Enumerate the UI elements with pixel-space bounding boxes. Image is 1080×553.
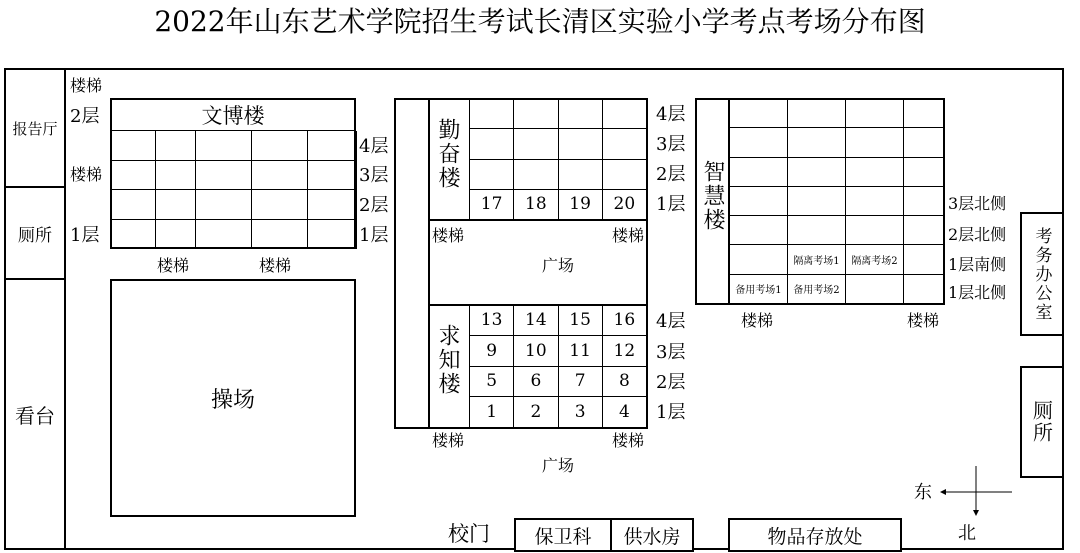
report-hall xyxy=(4,68,66,188)
water-room-label: 供水房 xyxy=(623,525,681,548)
playground-label: 操场 xyxy=(210,387,255,413)
qiuzhi-rooms xyxy=(469,305,647,428)
exam-room: 15 xyxy=(559,305,603,336)
exam-room: 11 xyxy=(559,336,603,367)
zhihui-room xyxy=(730,216,788,245)
wenbo-room xyxy=(111,220,156,250)
exam-room: 9 xyxy=(470,336,514,367)
wenbo-room xyxy=(111,161,156,191)
isolation-room: 隔离考场1 xyxy=(788,245,846,274)
wenbo-room xyxy=(196,131,252,161)
zhihui-room xyxy=(788,216,846,245)
wenbo-room xyxy=(252,131,308,161)
compass-north: 北 xyxy=(958,523,976,544)
zhihui-room xyxy=(846,275,904,304)
stand xyxy=(4,278,66,550)
plaza-inner-label: 广场 xyxy=(542,256,575,275)
wenbo-room xyxy=(308,131,357,161)
wenbo-stairs-bottom-left: 楼梯 xyxy=(157,256,190,275)
zhihui-room xyxy=(788,158,846,187)
zhihui-room xyxy=(846,187,904,216)
playground xyxy=(110,279,356,517)
qinfen-room xyxy=(559,99,603,129)
wenbo-room xyxy=(308,190,357,220)
right-toilet xyxy=(1020,366,1064,478)
compass-east: 东 xyxy=(914,482,932,503)
wenbo-room xyxy=(111,190,156,220)
wenbo-stairs-bottom-right: 楼梯 xyxy=(259,256,292,275)
backup-room: 备用考场2 xyxy=(788,275,846,304)
wenbo-room xyxy=(308,161,357,191)
qinfen-room xyxy=(470,160,514,190)
school-gate: 校门 xyxy=(448,522,490,546)
middle-stairs-bottom-right: 楼梯 xyxy=(612,431,645,450)
corridor-divider xyxy=(428,98,430,429)
zhihui-room xyxy=(904,99,945,128)
exam-room: 5 xyxy=(470,367,514,398)
zhihui-room xyxy=(730,99,788,128)
middle-stairs-bottom-left: 楼梯 xyxy=(432,431,465,450)
zhihui-room xyxy=(788,99,846,128)
zhihui-room xyxy=(846,158,904,187)
wenbo-room xyxy=(111,131,156,161)
exam-room: 17 xyxy=(470,190,514,220)
qinfen-room xyxy=(470,99,514,129)
qinfen-room xyxy=(470,129,514,159)
backup-room: 备用考场1 xyxy=(730,275,788,304)
zhihui-room xyxy=(846,99,904,128)
isolation-room: 隔离考场2 xyxy=(846,245,904,274)
zhihui-rooms xyxy=(729,99,944,304)
exam-room: 12 xyxy=(603,336,647,367)
wenbo-name: 文博楼 xyxy=(201,104,265,128)
zhihui-floor-label: 3层北侧 xyxy=(948,194,1007,213)
wenbo-room xyxy=(156,131,196,161)
qinfen-name: 勤奋楼 xyxy=(435,118,460,190)
zhihui-floor-label: 1层南侧 xyxy=(948,255,1007,274)
zhihui-floor-label: 2层北侧 xyxy=(948,225,1007,244)
zhihui-room xyxy=(904,158,945,187)
qinfen-floor-label: 1层 xyxy=(656,194,686,215)
qinfen-room xyxy=(603,99,647,129)
middle-stairs-top-right: 楼梯 xyxy=(612,226,645,245)
qinfen-room xyxy=(559,129,603,159)
zhihui-room xyxy=(730,245,788,274)
wenbo-room xyxy=(156,190,196,220)
wenbo-floor-label: 1层 xyxy=(359,225,389,246)
qiuzhi-floor-label: 3层 xyxy=(656,342,686,363)
qinfen-room xyxy=(514,99,558,129)
wenbo-room xyxy=(196,190,252,220)
exam-room: 14 xyxy=(514,305,558,336)
wenbo-floor-label: 4层 xyxy=(359,136,389,157)
right-toilet-label: 厕所 xyxy=(1029,400,1054,444)
zhihui-name: 智慧楼 xyxy=(700,160,725,232)
wenbo-floor-1: 1层 xyxy=(70,225,100,246)
exam-office xyxy=(1020,212,1064,336)
report-hall-label: 报告厅 xyxy=(12,119,58,138)
zhihui-room xyxy=(904,187,945,216)
exam-room: 19 xyxy=(559,190,603,220)
exam-room: 1 xyxy=(470,397,514,428)
page-title: 2022年山东艺术学院招生考试长清区实验小学考点考场分布图 xyxy=(154,5,926,38)
zhihui-room xyxy=(788,128,846,157)
exam-room: 2 xyxy=(514,397,558,428)
wenbo-room xyxy=(252,161,308,191)
qiuzhi-floor-label: 1层 xyxy=(656,402,686,423)
qinfen-room xyxy=(514,160,558,190)
qiuzhi-floor-label: 4层 xyxy=(656,311,686,332)
compass-arrows xyxy=(934,466,1014,526)
zhihui-room xyxy=(730,158,788,187)
exam-room: 7 xyxy=(559,367,603,398)
zhihui-room xyxy=(904,128,945,157)
exam-room: 18 xyxy=(514,190,558,220)
wenbo-room xyxy=(196,161,252,191)
exam-room: 16 xyxy=(603,305,647,336)
wenbo-room xyxy=(156,161,196,191)
wenbo-floor-label: 3层 xyxy=(359,165,389,186)
exam-room: 10 xyxy=(514,336,558,367)
zhihui-room xyxy=(846,216,904,245)
exam-room: 8 xyxy=(603,367,647,398)
exam-room: 13 xyxy=(470,305,514,336)
exam-office-label: 考务办公室 xyxy=(1031,226,1052,322)
exam-room: 3 xyxy=(559,397,603,428)
zhihui-stairs-left: 楼梯 xyxy=(741,311,774,330)
wenbo-stairs-middle: 楼梯 xyxy=(70,165,103,184)
qinfen-floor-label: 4层 xyxy=(656,104,686,125)
plaza-outer-label: 广场 xyxy=(542,456,575,475)
zhihui-room xyxy=(730,128,788,157)
security-office xyxy=(514,518,612,552)
wenbo-floor-2: 2层 xyxy=(70,106,100,127)
exam-room: 4 xyxy=(603,397,647,428)
qiuzhi-name: 求知楼 xyxy=(435,324,460,396)
qinfen-room xyxy=(559,160,603,190)
zhihui-room xyxy=(846,128,904,157)
wenbo-room xyxy=(252,220,308,250)
wenbo-stairs-top: 楼梯 xyxy=(70,76,103,95)
qinfen-floor-label: 2层 xyxy=(656,164,686,185)
qinfen-room xyxy=(603,160,647,190)
middle-stairs-top-left: 楼梯 xyxy=(432,226,465,245)
qinfen-room xyxy=(603,129,647,159)
zhihui-floor-label: 1层北侧 xyxy=(948,283,1007,302)
wenbo-floor-label: 2层 xyxy=(359,195,389,216)
storage-room-label: 物品存放处 xyxy=(767,525,863,548)
qinfen-floor-label: 3层 xyxy=(656,134,686,155)
exam-room: 6 xyxy=(514,367,558,398)
zhihui-room xyxy=(904,245,945,274)
qinfen-room xyxy=(514,129,558,159)
stand-label: 看台 xyxy=(15,403,55,428)
wenbo-rooms xyxy=(110,130,356,249)
wenbo-room xyxy=(308,220,357,250)
security-office-label: 保卫科 xyxy=(534,525,592,548)
zhihui-room xyxy=(788,187,846,216)
qiuzhi-floor-label: 2层 xyxy=(656,372,686,393)
zhihui-room xyxy=(904,275,945,304)
water-room xyxy=(610,518,694,552)
exam-room: 20 xyxy=(603,190,647,220)
zhihui-room xyxy=(904,216,945,245)
wenbo-room xyxy=(156,220,196,250)
zhihui-stairs-right: 楼梯 xyxy=(907,311,940,330)
zhihui-room xyxy=(730,187,788,216)
wenbo-room xyxy=(252,190,308,220)
left-toilet-label: 厕所 xyxy=(18,225,52,246)
qinfen-rooms xyxy=(469,99,647,220)
left-toilet xyxy=(4,186,66,280)
wenbo-room xyxy=(196,220,252,250)
storage-room xyxy=(728,518,902,552)
